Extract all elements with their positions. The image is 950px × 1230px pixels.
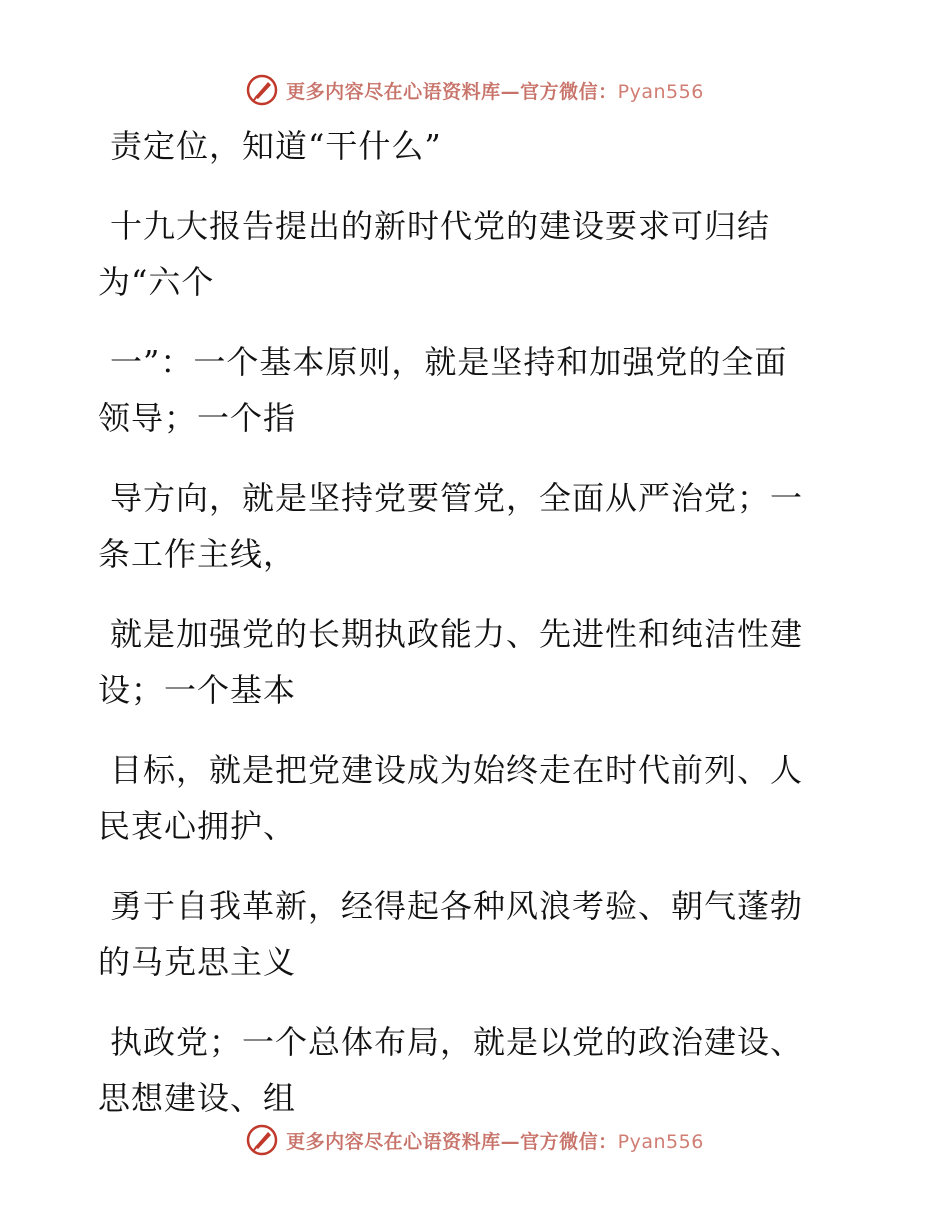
paragraph-line: 责定位，知道“干什么” [110, 127, 442, 165]
paragraph-2 [98, 198, 838, 310]
paragraph-line: 勇于自我革新，经得起各种风浪考验、朝气蓬勃 [110, 887, 804, 925]
paragraph-3 [98, 334, 838, 446]
quill-pen-icon [246, 74, 278, 106]
document-body [98, 118, 838, 1150]
paragraph-line: 设；一个基本 [98, 671, 297, 709]
footer-watermark [0, 1120, 950, 1160]
paragraph-line: 就是加强党的长期执政能力、先进性和纯洁性建 [110, 615, 804, 653]
paragraph-line: 执政党；一个总体布局，就是以党的政治建设、 [110, 1023, 804, 1061]
footer-brand-text: 更多内容尽在心语资料库—官方微信：Pyan556 [286, 1130, 704, 1153]
paragraph-1 [98, 118, 838, 174]
paragraph-line: 十九大报告提出的新时代党的建设要求可归结 [110, 207, 771, 245]
paragraph-line: 条工作主线， [98, 535, 297, 573]
footer-wechat-id: Pyan556 [617, 1130, 704, 1153]
paragraph-line: 一”：一个基本原则，就是坚持和加强党的全面 [110, 343, 788, 381]
paragraph-line: 导方向，就是坚持党要管党，全面从严治党；一 [110, 479, 804, 517]
paragraph-4 [98, 470, 838, 582]
header-watermark-inner [246, 74, 704, 106]
paragraph-line: 的马克思主义 [98, 943, 297, 981]
header-wechat-id: Pyan556 [617, 80, 704, 103]
paragraph-6 [98, 742, 838, 854]
footer-watermark-inner [246, 1124, 704, 1156]
quill-pen-icon [246, 1124, 278, 1156]
paragraph-7 [98, 878, 838, 990]
header-brand-text: 更多内容尽在心语资料库—官方微信：Pyan556 [286, 80, 704, 103]
header-watermark [0, 70, 950, 110]
paragraph-8 [98, 1014, 838, 1126]
paragraph-line: 领导；一个指 [98, 399, 297, 437]
paragraph-5 [98, 606, 838, 718]
paragraph-line: 思想建设、组 [98, 1079, 297, 1117]
paragraph-line: 民衷心拥护、 [98, 807, 297, 845]
paragraph-line: 为“六个 [98, 263, 215, 301]
paragraph-line: 目标，就是把党建设成为始终走在时代前列、人 [110, 751, 804, 789]
